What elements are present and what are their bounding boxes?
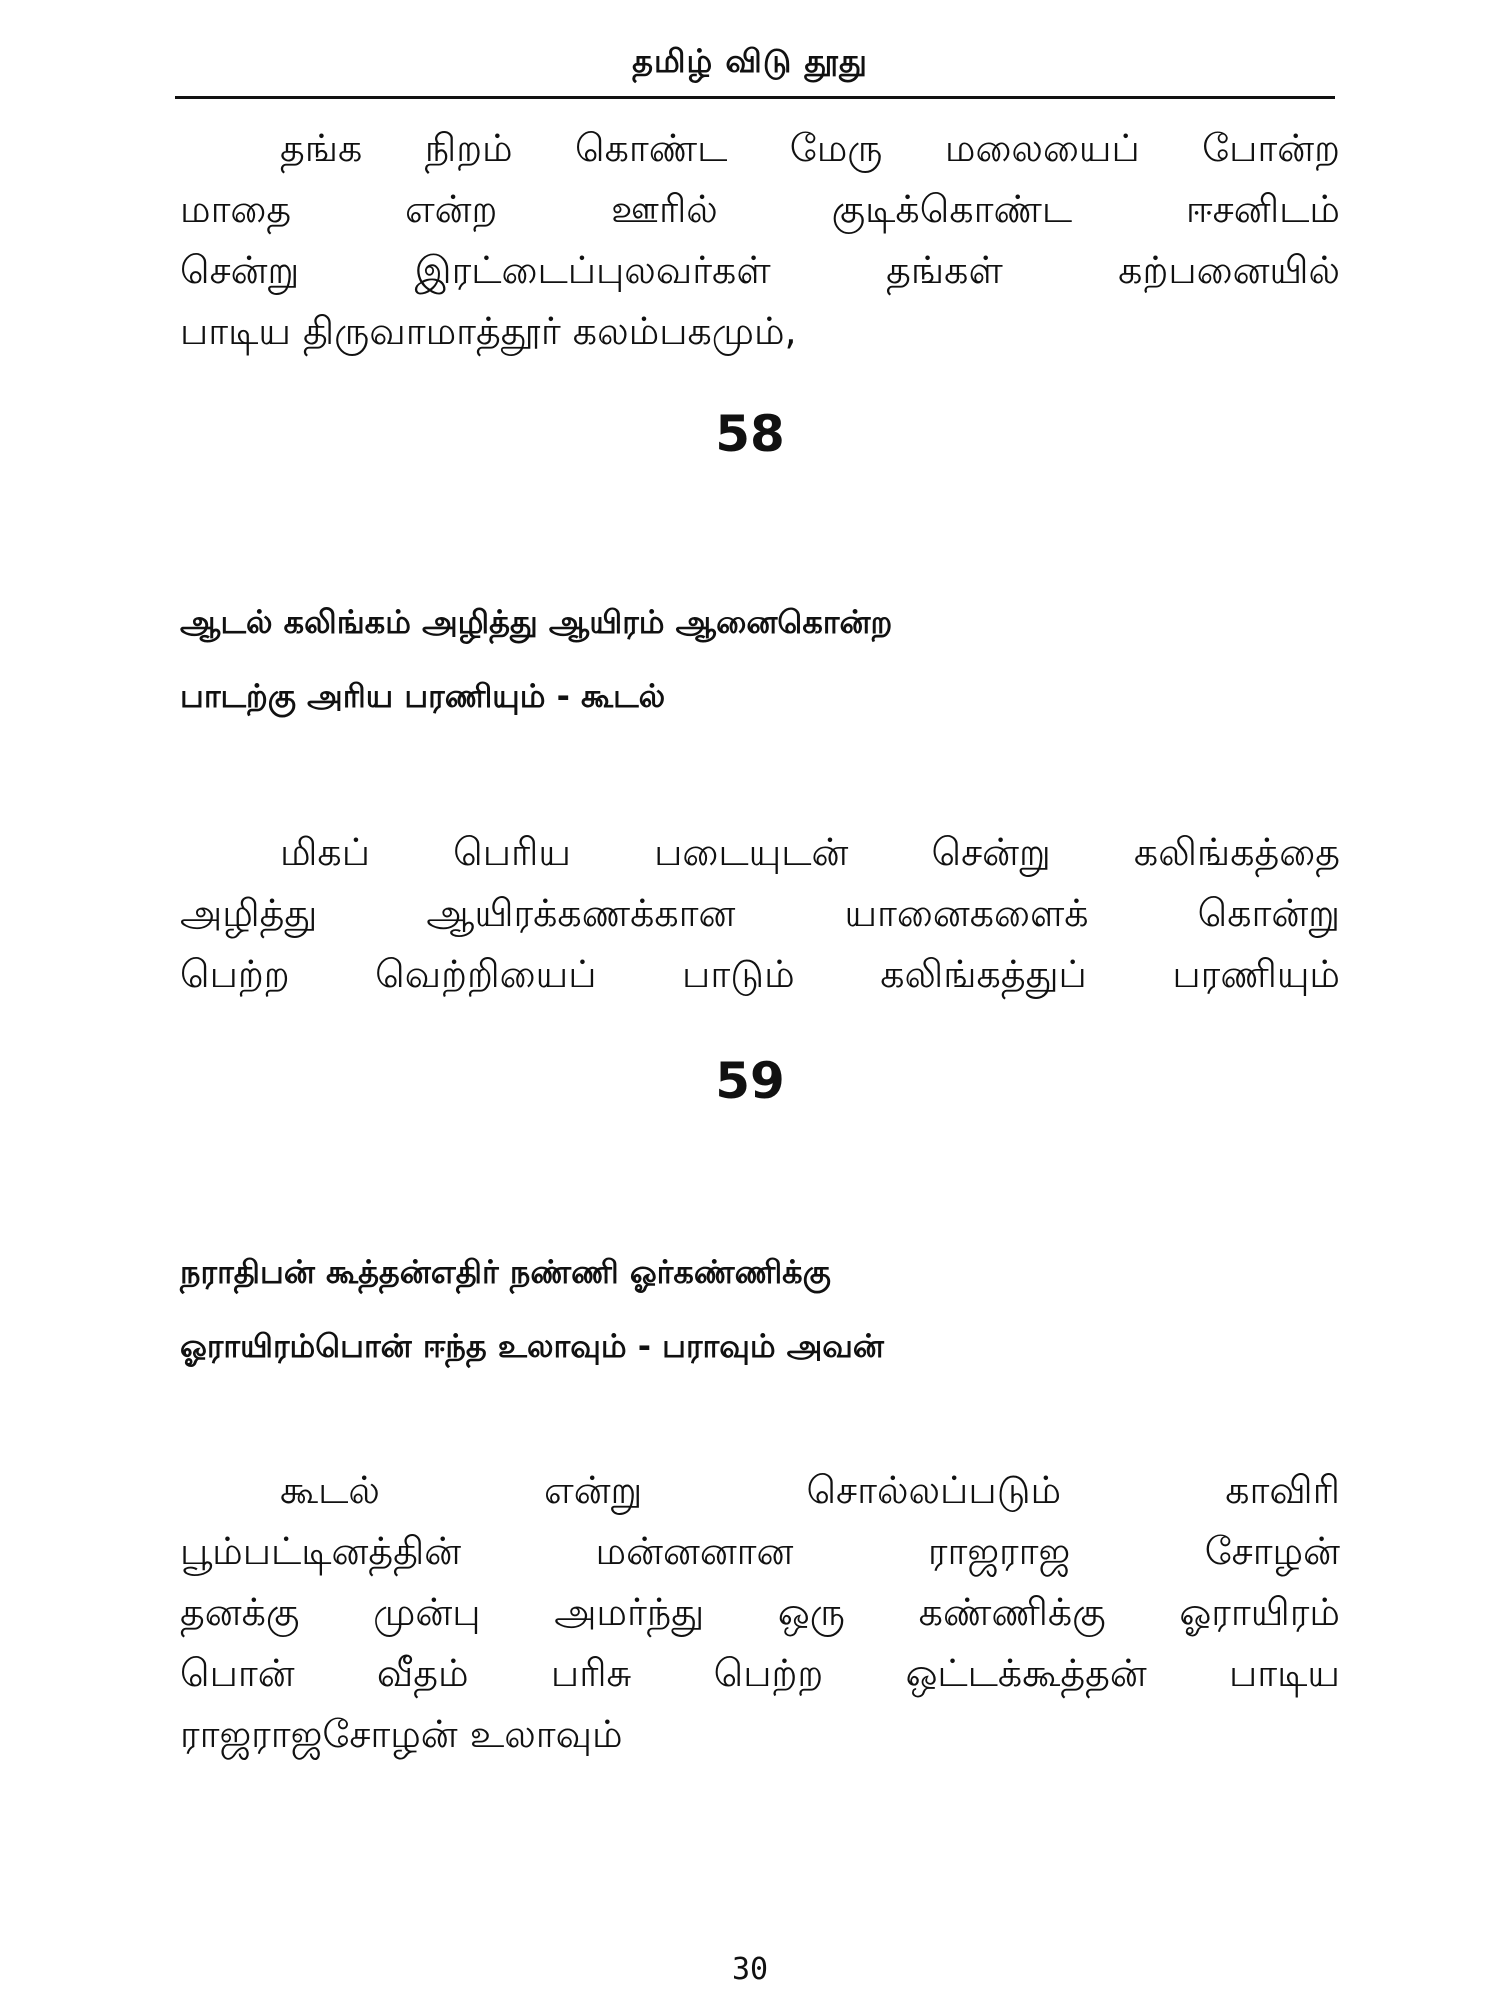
prose-line: கூடல் என்று சொல்லப்படும் காவிரி [280,1468,1340,1512]
verse-line: பாடற்கு அரிய பரணியும் - கூடல் [180,677,666,715]
prose-line: பூம்பட்டினத்தின் மன்னனான ராஜராஜ சோழன் [180,1529,1340,1573]
prose-line: பாடிய திருவாமாத்தூர் கலம்பகமும், [180,309,797,353]
prose-line: சென்று இரட்டைப்புலவர்கள் தங்கள் கற்பனையில் [180,248,1340,292]
prose-line: பொன் வீதம் பரிசு பெற்ற ஒட்டக்கூத்தன் பாடிய [180,1651,1340,1695]
prose-line: மிகப் பெரிய படையுடன் சென்று கலிங்கத்தை [280,830,1340,874]
prose-line: மாதை என்ற ஊரில் குடிக்கொண்ட ஈசனிடம் [180,187,1340,231]
page-number: 30 [731,1952,769,1987]
prose-paragraph-59 [180,1460,1340,1765]
prose-line: அழித்து ஆயிரக்கணக்கான யானைகளைக் கொன்று [180,891,1340,935]
verse-number-59: 59 [715,1052,785,1110]
verse-number-58: 58 [715,405,785,463]
verse-line: ஆடல் கலிங்கம் அழித்து ஆயிரம் ஆனைகொன்ற [180,603,893,641]
verse-58 [180,585,1340,733]
prose-line: பெற்ற வெற்றியைப் பாடும் கலிங்கத்துப் பரணியும் [180,952,1340,996]
verse-59 [180,1235,1340,1383]
verse-line: நராதிபன் கூத்தன்எதிர் நண்ணி ஓர்கண்ணிக்கு [180,1253,831,1291]
prose-paragraph-1 [180,118,1340,362]
prose-paragraph-58 [180,822,1340,1005]
prose-line: தனக்கு முன்பு அமர்ந்து ஒரு கண்ணிக்கு ஓராயிரம் [180,1590,1340,1634]
prose-line: ராஜராஜசோழன் உலாவும் [180,1712,623,1756]
running-head-title: தமிழ் விடு தூது [632,42,868,80]
prose-line: தங்க நிறம் கொண்ட மேரு மலையைப் போன்ற [280,126,1340,170]
header-rule [175,96,1335,99]
verse-line: ஓராயிரம்பொன் ஈந்த உலாவும் - பராவும் அவன் [180,1327,884,1365]
